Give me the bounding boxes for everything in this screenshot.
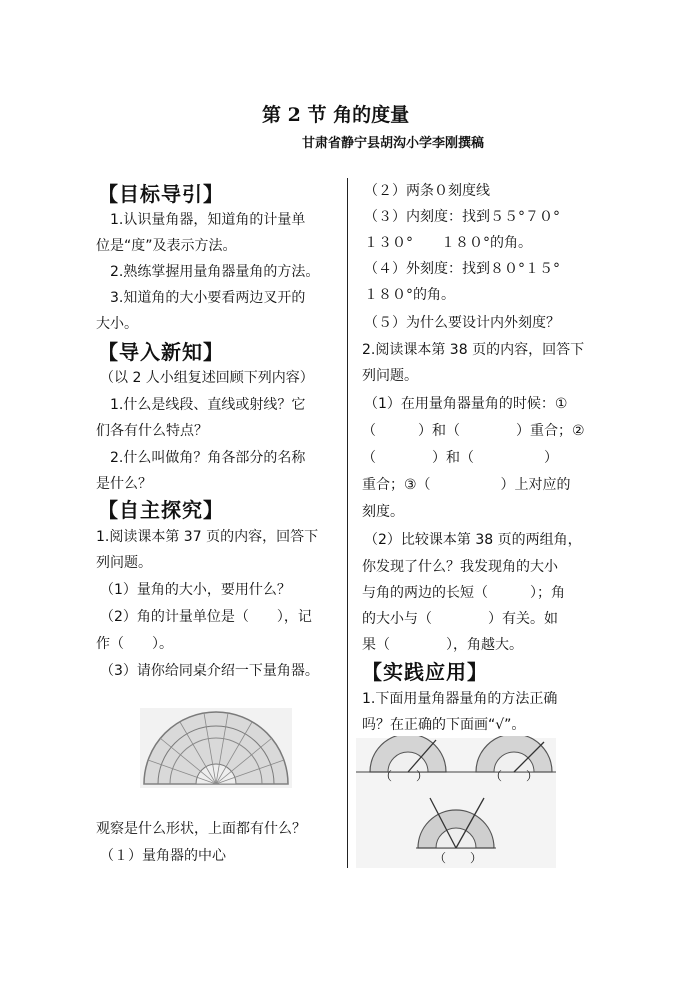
- p2-line-1: （2）比较课本第 38 页的两组角，: [364, 532, 582, 548]
- answer-blank-2: （ ）: [490, 769, 539, 783]
- section-heading-explore: 【自主探究】: [98, 498, 224, 522]
- intro-q2-line-1: 2.什么叫做角？角各部分的名称: [110, 450, 306, 466]
- goal-1-line-2: 位是“度”及表示方法。: [96, 238, 237, 254]
- explore-s3: （3）请你给同桌介绍一下量角器。: [100, 663, 319, 679]
- goal-2: 2.熟练掌握用量角器量角的方法。: [110, 264, 320, 280]
- read2-line-2: 列问题。: [362, 368, 418, 384]
- section-heading-practice: 【实践应用】: [362, 660, 488, 684]
- p1-line-3: （ ）和（ ）: [362, 450, 558, 466]
- goal-1-line-1: 1.认识量角器，知道角的计量单: [110, 212, 306, 228]
- goal-3-line-2: 大小。: [96, 316, 138, 332]
- p1-line-4: 重合；③（ ）上对应的: [362, 477, 571, 493]
- inner-scale-line-2: １３０° １８０°的角。: [364, 235, 532, 251]
- intro-instruction: （以 2 人小组复述回顾下列内容）: [100, 370, 314, 386]
- protractor-illustration: [140, 708, 292, 788]
- answer-blank-1: （ ）: [380, 769, 429, 783]
- p2-line-3: 与角的两边的长短（ ）；角: [362, 585, 565, 601]
- section-heading-goals: 【目标导引】: [98, 182, 224, 206]
- p1-line-1: （1）在用量角器量角的时候：①: [364, 396, 568, 412]
- explore-read-line-2: 列问题。: [96, 555, 152, 571]
- explore-read-line-1: 1.阅读课本第 37 页的内容，回答下: [96, 529, 319, 545]
- page-title: 第 2 节 角的度量: [262, 104, 410, 126]
- p1-line-2: （ ）和（ ）重合；②: [362, 423, 585, 439]
- explore-s2-line-1: （2）角的计量单位是（ ），记: [100, 609, 312, 625]
- explore-s1: （1）量角的大小，要用什么？: [100, 582, 291, 598]
- part-center: （１）量角器的中心: [100, 848, 226, 864]
- author-line: 甘肃省静宁县胡沟小学李刚撰稿: [302, 136, 485, 151]
- intro-q1-line-2: 们各有什么特点？: [96, 423, 208, 439]
- intro-q2-line-2: 是什么？: [96, 476, 152, 492]
- section-heading-intro: 【导入新知】: [98, 340, 224, 364]
- practice-line-2: 吗？在正确的下面画“√”。: [362, 717, 526, 733]
- p2-line-5: 果（ ），角越大。: [362, 637, 523, 653]
- practice-line-1: 1.下面用量角器量角的方法正确: [362, 691, 558, 707]
- p1-line-5: 刻度。: [362, 504, 404, 520]
- answer-blank-3: （ ）: [434, 851, 483, 865]
- explore-s2-line-2: 作（ ）。: [96, 636, 173, 652]
- read2-line-1: 2.阅读课本第 38 页的内容，回答下: [362, 342, 585, 358]
- why-two-scales: （５）为什么要设计内外刻度？: [364, 315, 560, 331]
- goal-3-line-1: 3.知道角的大小要看两边叉开的: [110, 290, 306, 306]
- column-divider: [347, 178, 348, 868]
- outer-scale-line-2: １８０°的角。: [364, 287, 455, 303]
- p2-line-2: 你发现了什么？我发现角的大小: [362, 559, 558, 575]
- inner-scale-line-1: （３）内刻度：找到５５°７０°: [364, 209, 560, 225]
- observe-question: 观察是什么形状，上面都有什么？: [96, 821, 306, 837]
- intro-q1-line-1: 1.什么是线段、直线或射线？它: [110, 397, 306, 413]
- part-zero-lines: （２）两条０刻度线: [364, 183, 490, 199]
- p2-line-4: 的大小与（ ）有关。如: [362, 611, 558, 627]
- outer-scale-line-1: （４）外刻度：找到８０°１５°: [364, 261, 560, 277]
